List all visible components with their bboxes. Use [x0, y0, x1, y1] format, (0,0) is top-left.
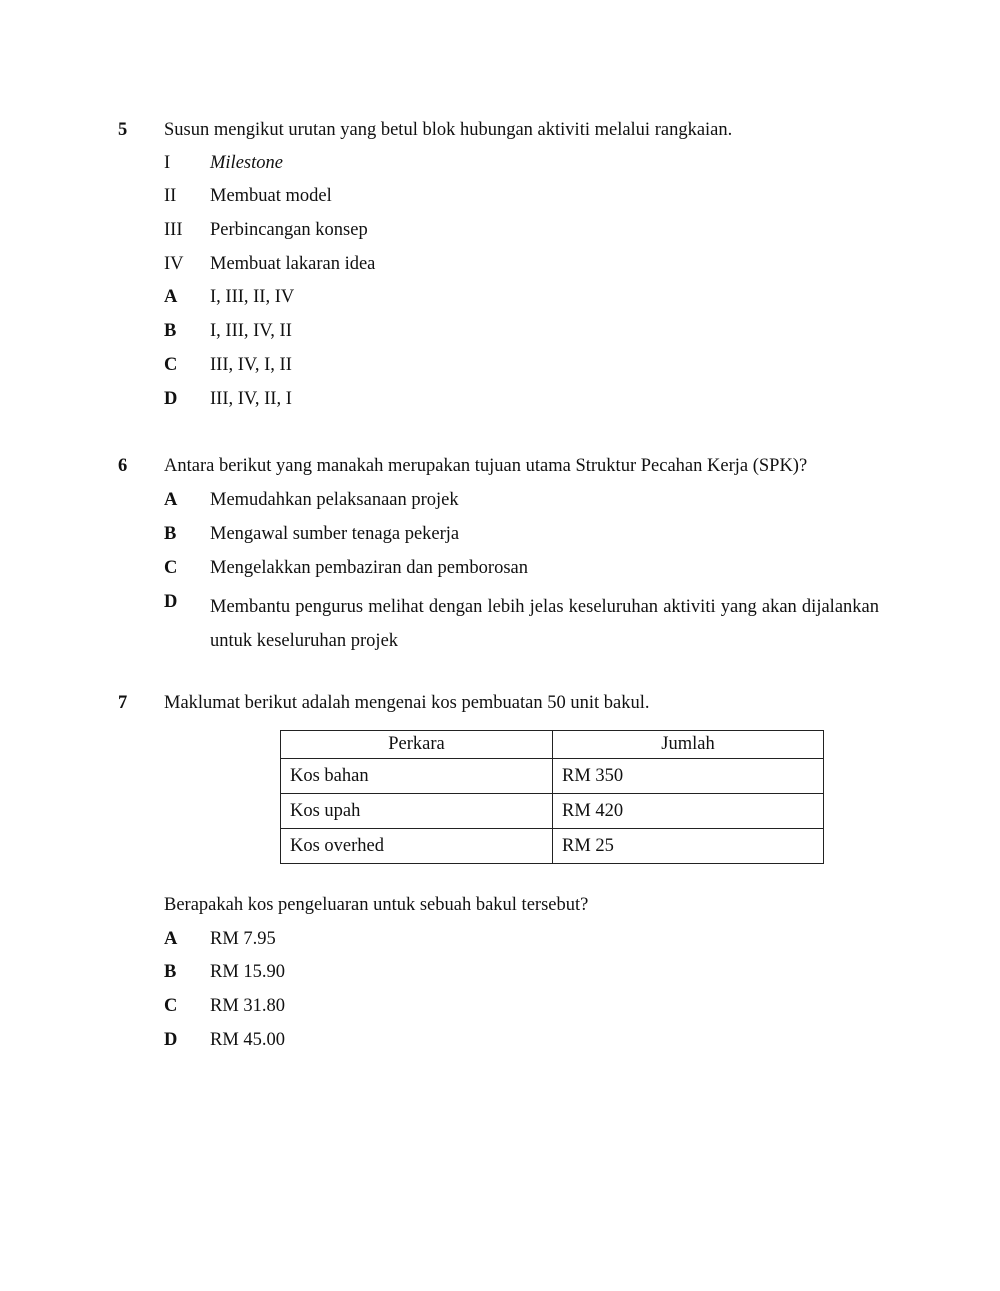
item-label: III	[164, 220, 183, 240]
option-text: I, III, II, IV	[210, 287, 295, 307]
option-text: RM 31.80	[210, 996, 286, 1016]
question-number: 6	[118, 456, 128, 476]
table-cell: Kos bahan	[281, 759, 553, 794]
option-text: Membantu pengurus melihat dengan lebih jelas keseluruhan aktiviti yang akan dijalankan untuk keseluruhan projek	[210, 597, 879, 651]
cost-table	[280, 730, 824, 864]
table-cell: Kos overhed	[281, 829, 553, 864]
item-text: Membuat lakaran idea	[210, 254, 376, 274]
item-text: Membuat model	[210, 186, 332, 206]
option-text: Mengelakkan pembaziran dan pemborosan	[210, 558, 528, 578]
question-number: 5	[118, 120, 128, 140]
option-label: A	[164, 287, 178, 307]
item-label: II	[164, 186, 177, 206]
option-label: C	[164, 558, 178, 578]
table-cell: Kos upah	[281, 794, 553, 829]
option-text: RM 7.95	[210, 929, 276, 949]
option-label: D	[164, 592, 178, 612]
option-label: C	[164, 355, 178, 375]
item-text: Perbincangan konsep	[210, 220, 368, 240]
option-label: B	[164, 321, 177, 341]
item-label: IV	[164, 254, 184, 274]
table-cell: RM 25	[553, 829, 824, 864]
option-label: D	[164, 1030, 178, 1050]
option-label: B	[164, 962, 177, 982]
table-row	[281, 759, 824, 794]
column-header: Perkara	[281, 731, 553, 759]
question-stem: Maklumat berikut adalah mengenai kos pembuatan 50 unit bakul.	[164, 693, 650, 713]
item-text: Milestone	[210, 153, 283, 173]
question-text: Berapakah kos pengeluaran untuk sebuah bakul tersebut?	[164, 895, 589, 915]
option-text: III, IV, I, II	[210, 355, 292, 375]
option-label: A	[164, 490, 178, 510]
table-cell: RM 420	[553, 794, 824, 829]
option-label: C	[164, 996, 178, 1016]
question-stem: Antara berikut yang manakah merupakan tujuan utama Struktur Pecahan Kerja (SPK)?	[164, 456, 808, 476]
question-number: 7	[118, 693, 128, 713]
option-text: RM 15.90	[210, 962, 286, 982]
option-label: B	[164, 524, 177, 544]
option-text: RM 45.00	[210, 1030, 286, 1050]
option-text: I, III, IV, II	[210, 321, 292, 341]
table-header-row	[281, 731, 824, 759]
question-stem: Susun mengikut urutan yang betul blok hubungan aktiviti melalui rangkaian.	[164, 120, 733, 140]
option-label: D	[164, 389, 178, 409]
table-cell: RM 350	[553, 759, 824, 794]
option-text: III, IV, II, I	[210, 389, 292, 409]
option-text: Mengawal sumber tenaga pekerja	[210, 524, 460, 544]
item-label: I	[164, 153, 171, 173]
table-row	[281, 829, 824, 864]
column-header: Jumlah	[553, 731, 824, 759]
option-text: Memudahkan pelaksanaan projek	[210, 490, 459, 510]
option-label: A	[164, 929, 178, 949]
table-row	[281, 794, 824, 829]
